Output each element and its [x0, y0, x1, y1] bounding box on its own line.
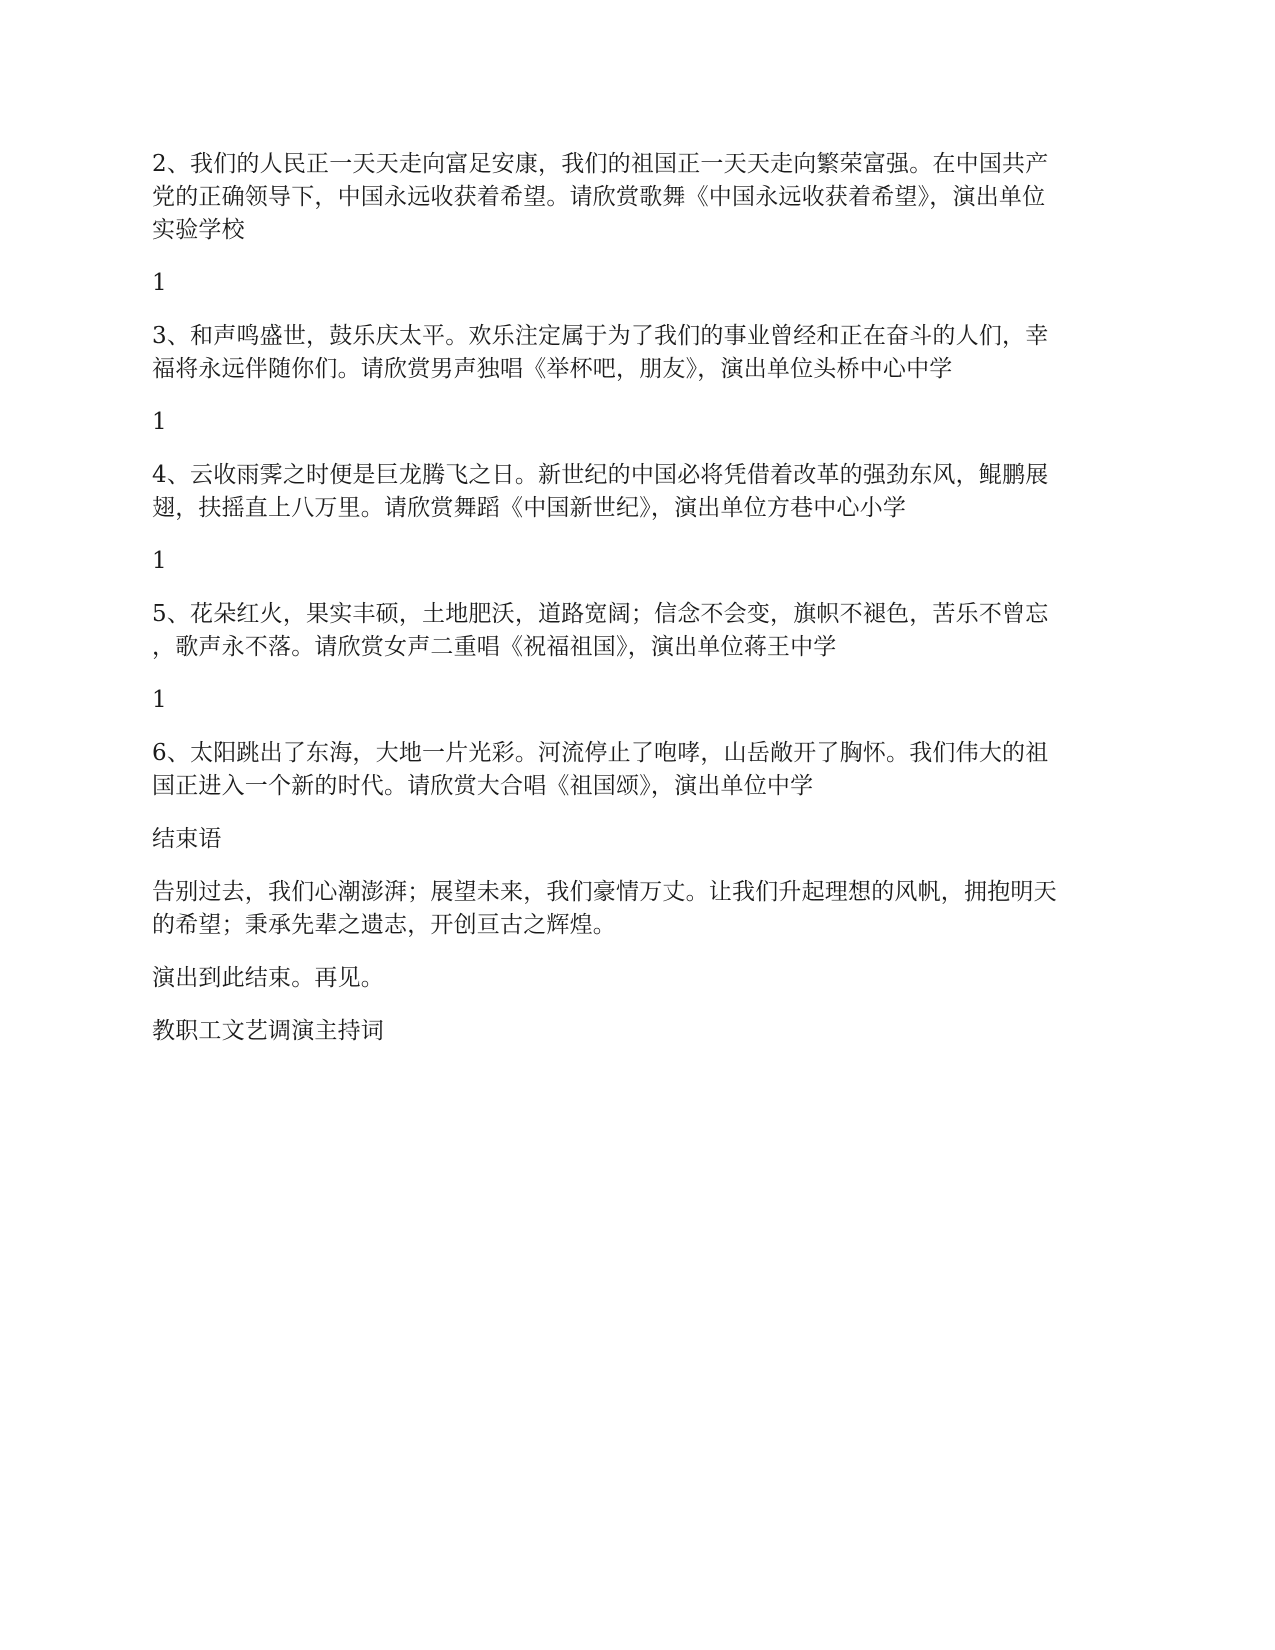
document-page	[152, 148, 1132, 1068]
paragraph-item-6	[152, 737, 1132, 803]
text-line: 1	[152, 548, 167, 574]
text-line: 的希望；秉承先辈之遗志，开创亘古之辉煌。	[152, 912, 616, 938]
text-line: 5、花朵红火，果实丰硕，土地肥沃，道路宽阔；信念不会变，旗帜不褪色，苦乐不曾忘	[152, 601, 1049, 627]
page-number-marker	[152, 684, 1132, 717]
text-line: 2、我们的人民正一天天走向富足安康，我们的祖国正一天天走向繁荣富强。在中国共产	[152, 151, 1049, 177]
text-line: 3、和声鸣盛世，鼓乐庆太平。欢乐注定属于为了我们的事业曾经和正在奋斗的人们，幸	[152, 323, 1049, 349]
farewell-line	[152, 962, 1132, 995]
page-number-marker	[152, 545, 1132, 578]
text-line: 党的正确领导下，中国永远收获着希望。请欣赏歌舞《中国永远收获着希望》，演出单位	[152, 184, 1046, 210]
closing-paragraph	[152, 876, 1132, 942]
paragraph-item-2	[152, 148, 1132, 247]
text-line: 结束语	[152, 826, 222, 852]
paragraph-item-5	[152, 598, 1132, 664]
paragraph-item-4	[152, 459, 1132, 525]
text-line: 实验学校	[152, 217, 245, 243]
closing-heading	[152, 823, 1132, 856]
text-line: 4、云收雨霁之时便是巨龙腾飞之日。新世纪的中国必将凭借着改革的强劲东风，鲲鹏展	[152, 462, 1049, 488]
text-line: 教职工文艺调演主持词	[152, 1018, 384, 1044]
text-line: 国正进入一个新的时代。请欣赏大合唱《祖国颂》，演出单位中学	[152, 773, 814, 799]
text-line: ，歌声永不落。请欣赏女声二重唱《祝福祖国》，演出单位蒋王中学	[152, 634, 837, 660]
text-line: 6、太阳跳出了东海，大地一片光彩。河流停止了咆哮，山岳敞开了胸怀。我们伟大的祖	[152, 740, 1049, 766]
text-line: 翅，扶摇直上八万里。请欣赏舞蹈《中国新世纪》，演出单位方巷中心小学	[152, 495, 907, 521]
text-line: 1	[152, 409, 167, 435]
text-line: 演出到此结束。再见。	[152, 965, 384, 991]
page-number-marker	[152, 267, 1132, 300]
text-line: 1	[152, 270, 167, 296]
text-line: 告别过去，我们心潮澎湃；展望未来，我们豪情万丈。让我们升起理想的风帆，拥抱明天	[152, 879, 1057, 905]
document-title-footer	[152, 1015, 1132, 1048]
text-line: 福将永远伴随你们。请欣赏男声独唱《举杯吧，朋友》，演出单位头桥中心中学	[152, 356, 953, 382]
paragraph-item-3	[152, 320, 1132, 386]
page-number-marker	[152, 406, 1132, 439]
text-line: 1	[152, 687, 167, 713]
